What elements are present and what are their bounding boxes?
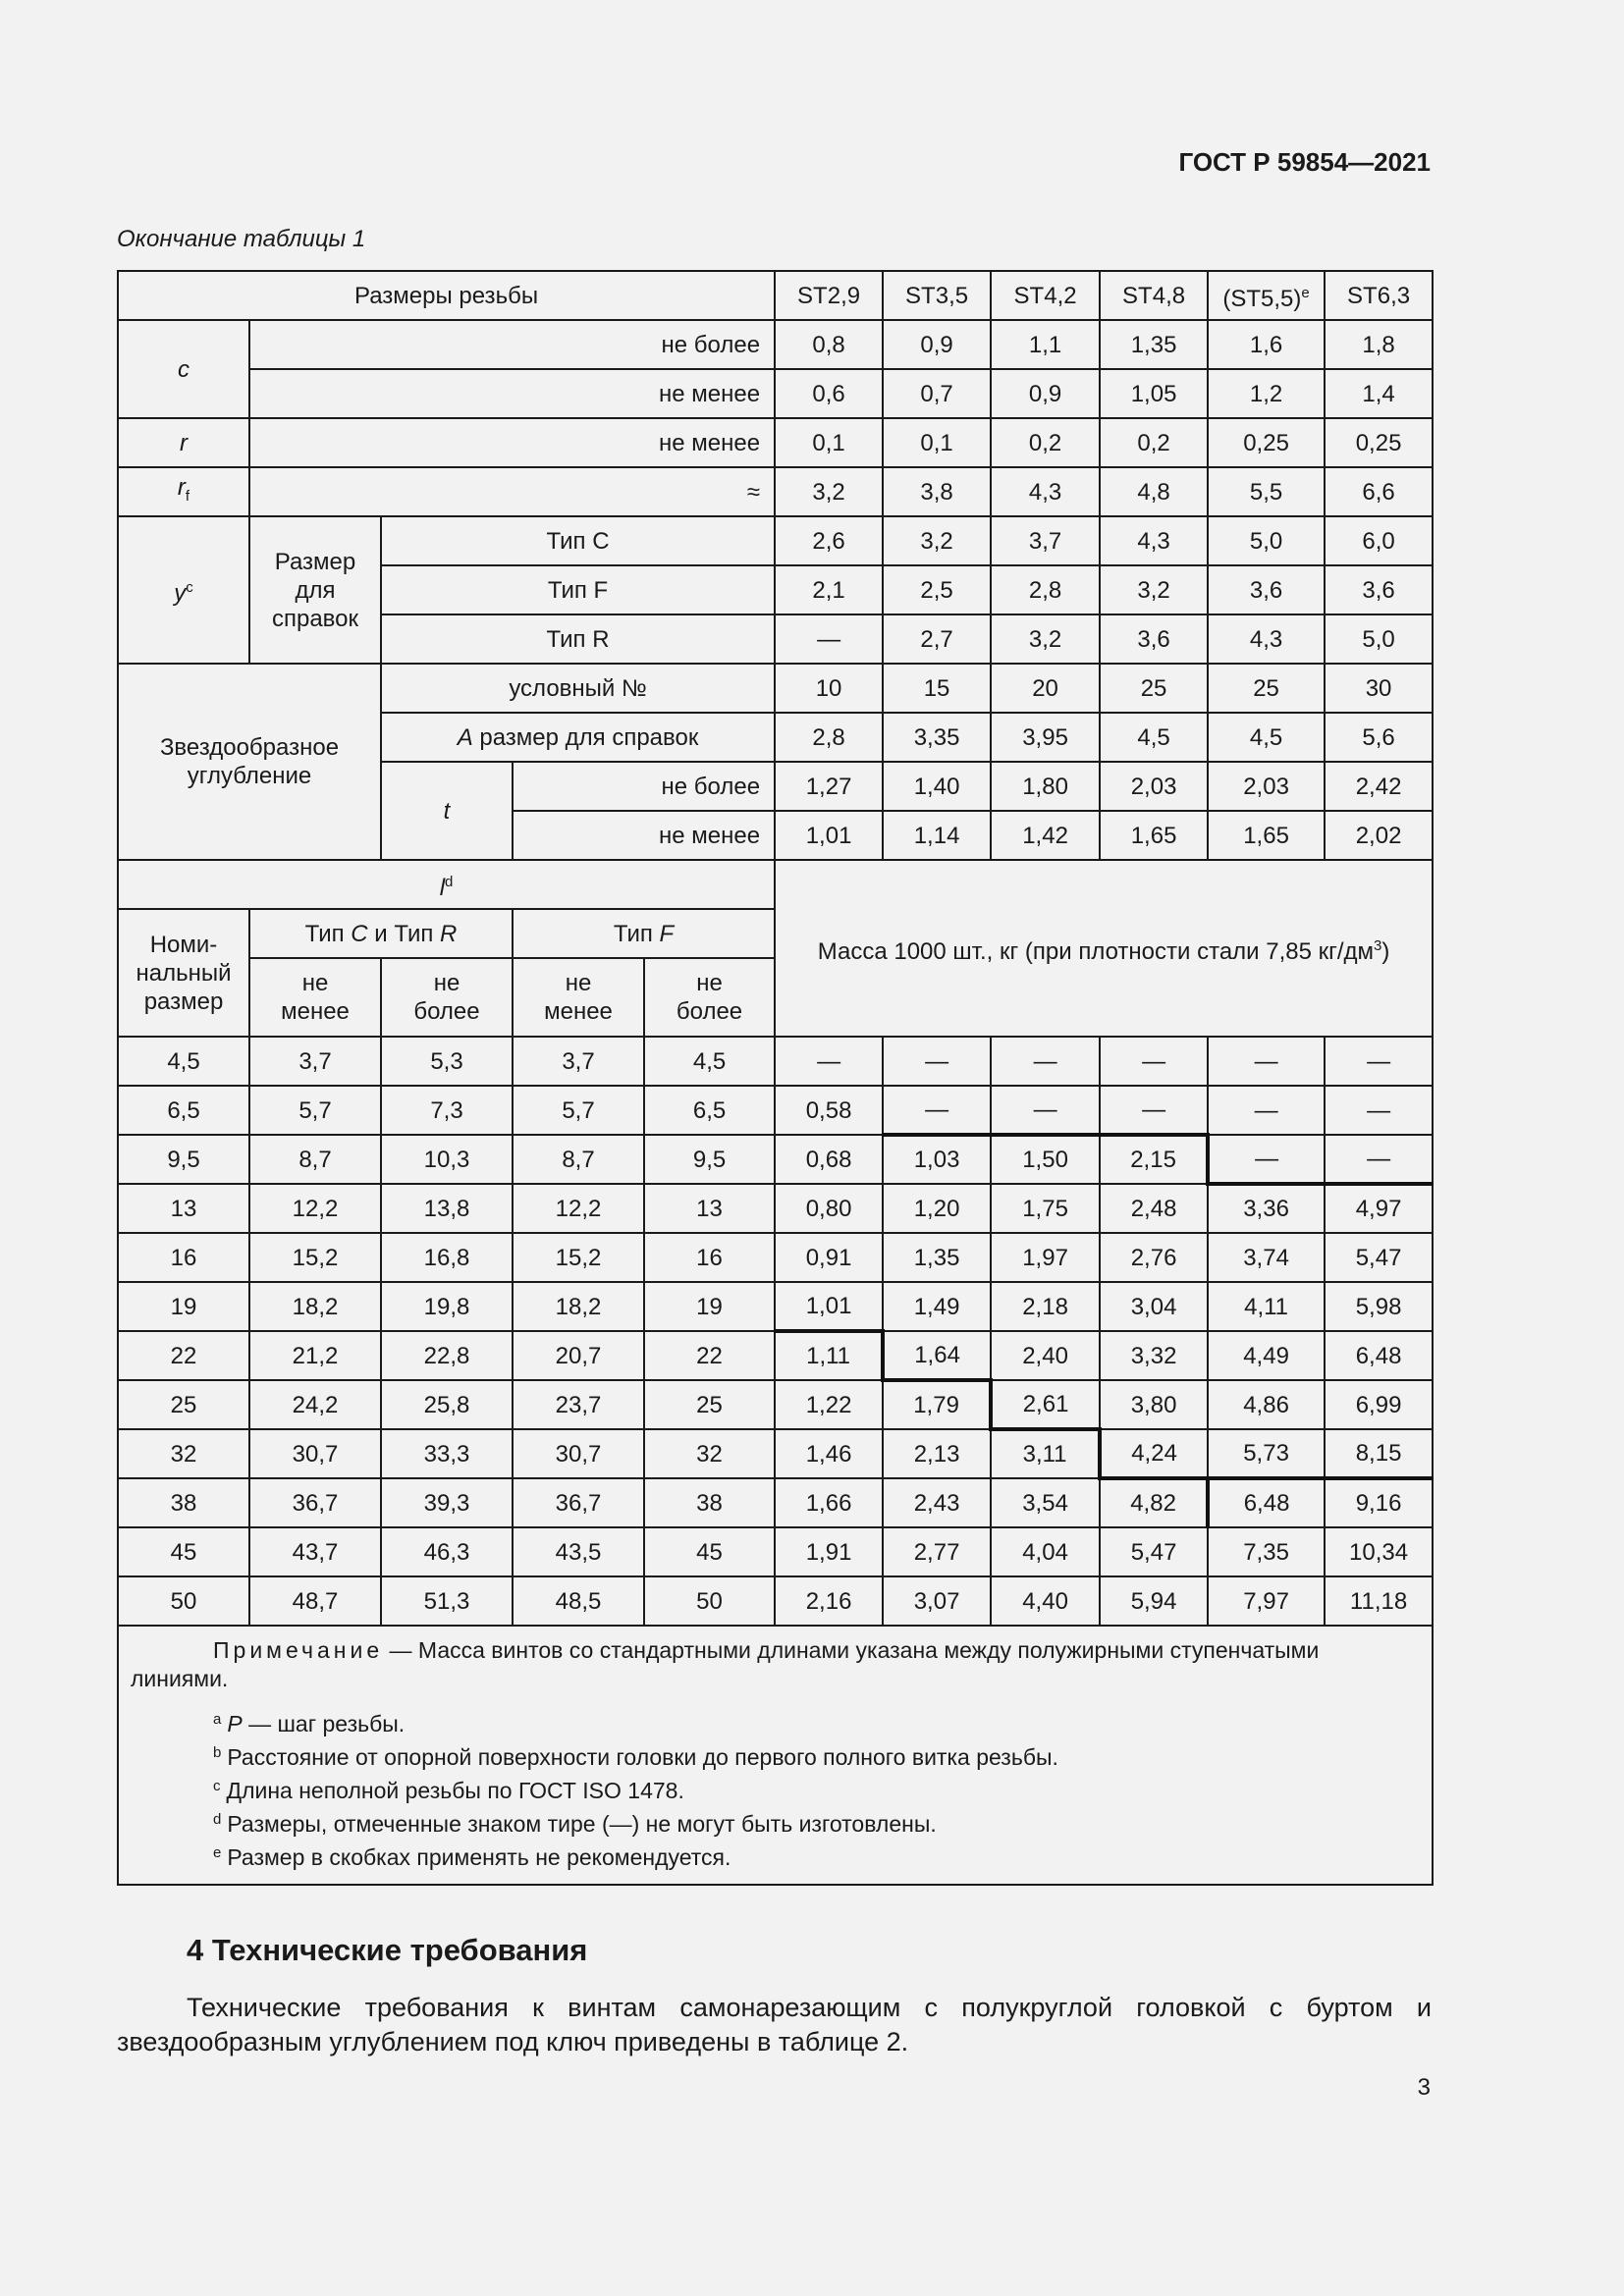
mass-cell: 1,20: [883, 1184, 991, 1233]
length-cell: 13,8: [381, 1184, 513, 1233]
length-symbol: $l^d$: [118, 860, 775, 909]
length-cell: 48,5: [513, 1576, 644, 1626]
value-cell: 0,7: [883, 369, 991, 418]
y-type-label: Тип R: [381, 614, 775, 664]
value-cell: 1,35: [1100, 320, 1208, 369]
mass-cell: 2,13: [883, 1429, 991, 1478]
mass-cell: 7,97: [1208, 1576, 1325, 1626]
value-cell: 4,3: [1208, 614, 1325, 664]
value-cell: 3,6: [1208, 565, 1325, 614]
nominal-size-cell: 19: [118, 1282, 249, 1331]
value-cell: 6,6: [1325, 467, 1433, 516]
document-code: ГОСТ Р 59854—2021: [1178, 147, 1431, 177]
r-symbol: r: [118, 418, 249, 467]
page-number: 3: [1417, 2074, 1431, 2101]
mass-cell: 4,49: [1208, 1331, 1325, 1380]
value-cell: 0,1: [883, 418, 991, 467]
value-cell: 0,2: [1100, 418, 1208, 467]
length-cell: 45: [644, 1527, 775, 1576]
length-cell: 5,3: [381, 1037, 513, 1086]
mass-cell: 0,80: [775, 1184, 883, 1233]
mass-cell: 2,61: [991, 1380, 1100, 1429]
value-cell: 3,95: [991, 713, 1100, 762]
length-cell: 21,2: [249, 1331, 381, 1380]
recess-number-label: условный №: [381, 664, 775, 713]
note-label: Примечание: [213, 1637, 384, 1663]
t-symbol: t: [381, 762, 513, 860]
value-cell: 1,65: [1208, 811, 1325, 860]
length-cell: 22: [644, 1331, 775, 1380]
length-cell: 9,5: [644, 1135, 775, 1184]
value-cell: 1,40: [883, 762, 991, 811]
length-cell: 46,3: [381, 1527, 513, 1576]
value-cell: 5,0: [1208, 516, 1325, 565]
table-row: [118, 1331, 1433, 1380]
value-cell: 2,7: [883, 614, 991, 664]
mass-cell: 1,01: [775, 1282, 883, 1331]
length-cell: 20,7: [513, 1331, 644, 1380]
mass-cell: 3,32: [1100, 1331, 1208, 1380]
value-cell: 0,9: [883, 320, 991, 369]
value-cell: 3,7: [991, 516, 1100, 565]
nominal-size-cell: 9,5: [118, 1135, 249, 1184]
length-cell: 15,2: [513, 1233, 644, 1282]
mass-cell: —: [1208, 1037, 1325, 1086]
length-cell: 18,2: [249, 1282, 381, 1331]
value-cell: 1,80: [991, 762, 1100, 811]
mass-cell: 1,79: [883, 1380, 991, 1429]
length-cell: 7,3: [381, 1086, 513, 1135]
value-cell: 0,25: [1208, 418, 1325, 467]
value-cell: 1,1: [991, 320, 1100, 369]
value-cell: 4,5: [1208, 713, 1325, 762]
length-cell: 8,7: [513, 1135, 644, 1184]
value-cell: 30: [1325, 664, 1433, 713]
length-cell: 51,3: [381, 1576, 513, 1626]
mass-cell: 5,73: [1208, 1429, 1325, 1478]
mass-cell: 3,07: [883, 1576, 991, 1626]
table-row: [118, 1527, 1433, 1576]
length-cell: 50: [644, 1576, 775, 1626]
mass-cell: 8,15: [1325, 1429, 1433, 1478]
value-cell: 3,35: [883, 713, 991, 762]
mass-header: Масса 1000 шт., кг (при плотности стали 7,85 $кг/дм^3$): [775, 860, 1433, 1037]
value-cell: 3,2: [991, 614, 1100, 664]
thread-size-cell: ST4,8: [1100, 271, 1208, 320]
length-cell: 15,2: [249, 1233, 381, 1282]
mass-cell: 4,86: [1208, 1380, 1325, 1429]
mass-cell: 1,64: [883, 1331, 991, 1380]
table-header-row: [118, 271, 1433, 320]
mass-cell: 4,24: [1100, 1429, 1208, 1478]
mass-cell: 0,58: [775, 1086, 883, 1135]
nominal-size-cell: 32: [118, 1429, 249, 1478]
value-cell: 3,2: [883, 516, 991, 565]
mass-cell: 4,82: [1100, 1478, 1208, 1527]
recess-number-row: [118, 664, 1433, 713]
mass-cell: 3,80: [1100, 1380, 1208, 1429]
value-cell: 1,14: [883, 811, 991, 860]
thread-size-cell: ST3,5: [883, 271, 991, 320]
y-type-c-row: [118, 516, 1433, 565]
thread-size-cell: $(ST5,5)^e$: [1208, 271, 1325, 320]
mass-cell: 2,18: [991, 1282, 1100, 1331]
value-cell: 4,5: [1100, 713, 1208, 762]
length-cell: 12,2: [249, 1184, 381, 1233]
nominal-size-cell: 16: [118, 1233, 249, 1282]
y-symbol: $y^c$: [118, 516, 249, 664]
length-cell: 38: [644, 1478, 775, 1527]
value-cell: 4,3: [1100, 516, 1208, 565]
value-cell: 6,0: [1325, 516, 1433, 565]
mass-cell: 3,04: [1100, 1282, 1208, 1331]
value-cell: —: [775, 614, 883, 664]
value-cell: 0,8: [775, 320, 883, 369]
value-cell: 2,6: [775, 516, 883, 565]
mass-cell: 4,97: [1325, 1184, 1433, 1233]
length-cell: 16,8: [381, 1233, 513, 1282]
mass-cell: —: [1208, 1135, 1325, 1184]
mass-cell: 0,91: [775, 1233, 883, 1282]
value-cell: 1,01: [775, 811, 883, 860]
mass-cell: 1,66: [775, 1478, 883, 1527]
mass-cell: 2,40: [991, 1331, 1100, 1380]
length-cell: 5,7: [249, 1086, 381, 1135]
value-cell: 2,1: [775, 565, 883, 614]
mass-cell: 5,98: [1325, 1282, 1433, 1331]
mass-cell: 2,16: [775, 1576, 883, 1626]
r-row: [118, 418, 1433, 467]
value-cell: 3,8: [883, 467, 991, 516]
t-max-label: не более: [513, 762, 775, 811]
nominal-size-cell: 50: [118, 1576, 249, 1626]
y-type-label: Тип F: [381, 565, 775, 614]
mass-cell: 1,46: [775, 1429, 883, 1478]
value-cell: 2,8: [991, 565, 1100, 614]
length-cell: 18,2: [513, 1282, 644, 1331]
mass-cell: —: [1208, 1086, 1325, 1135]
mass-cell: 10,34: [1325, 1527, 1433, 1576]
reference-size-label: Размер для справок: [249, 516, 381, 664]
mass-cell: 2,76: [1100, 1233, 1208, 1282]
mass-cell: 1,49: [883, 1282, 991, 1331]
length-header-row: [118, 860, 1433, 909]
length-cell: 36,7: [249, 1478, 381, 1527]
mass-cell: 9,16: [1325, 1478, 1433, 1527]
nominal-size-cell: 4,5: [118, 1037, 249, 1086]
mass-cell: 2,43: [883, 1478, 991, 1527]
note-text: — Масса винтов со стандартными длинами указана между полужирными ступенчатыми линиями.: [131, 1637, 1320, 1691]
length-cell: 23,7: [513, 1380, 644, 1429]
value-cell: 0,9: [991, 369, 1100, 418]
length-cell: 48,7: [249, 1576, 381, 1626]
max-label: не более: [381, 958, 513, 1037]
thread-size-label: Размеры резьбы: [118, 271, 775, 320]
table-row: [118, 1135, 1433, 1184]
length-cell: 30,7: [249, 1429, 381, 1478]
length-cell: 8,7: [249, 1135, 381, 1184]
nominal-size-cell: 22: [118, 1331, 249, 1380]
mass-cell: 3,74: [1208, 1233, 1325, 1282]
mass-cell: —: [1325, 1135, 1433, 1184]
dimensions-table: [117, 270, 1434, 1886]
footnote: $^b$ Расстояние от опорной поверхности головки до первого полного витка резьбы.: [213, 1744, 1058, 1770]
mass-cell: 2,77: [883, 1527, 991, 1576]
table-row: [118, 1478, 1433, 1527]
mass-cell: 1,97: [991, 1233, 1100, 1282]
mass-cell: 1,91: [775, 1527, 883, 1576]
mass-cell: 3,11: [991, 1429, 1100, 1478]
thread-size-cell: ST6,3: [1325, 271, 1433, 320]
nominal-size-cell: 13: [118, 1184, 249, 1233]
t-min-label: не менее: [513, 811, 775, 860]
value-cell: 1,8: [1325, 320, 1433, 369]
length-cell: 24,2: [249, 1380, 381, 1429]
length-cell: 6,5: [644, 1086, 775, 1135]
value-cell: 0,1: [775, 418, 883, 467]
value-cell: 2,8: [775, 713, 883, 762]
mass-cell: 4,11: [1208, 1282, 1325, 1331]
mass-cell: 5,47: [1325, 1233, 1433, 1282]
value-cell: 1,4: [1325, 369, 1433, 418]
star-recess-label: Звездообразное углубление: [118, 664, 381, 860]
value-cell: 2,5: [883, 565, 991, 614]
length-cell: 39,3: [381, 1478, 513, 1527]
thread-size-cell: ST4,2: [991, 271, 1100, 320]
value-cell: 20: [991, 664, 1100, 713]
footnote: $^d$ Размеры, отмеченные знаком тире (—) не могут быть изготовлены.: [213, 1811, 937, 1837]
value-cell: 3,6: [1100, 614, 1208, 664]
mass-cell: —: [883, 1086, 991, 1135]
mass-cell: 1,11: [775, 1331, 883, 1380]
mass-cell: —: [1325, 1037, 1433, 1086]
length-cell: 33,3: [381, 1429, 513, 1478]
mass-cell: —: [1325, 1086, 1433, 1135]
type-f-label: Тип F: [513, 909, 775, 958]
length-cell: 22,8: [381, 1331, 513, 1380]
mass-cell: —: [883, 1037, 991, 1086]
length-cell: 19,8: [381, 1282, 513, 1331]
length-cell: 13: [644, 1184, 775, 1233]
c-symbol: c: [118, 320, 249, 418]
value-cell: 1,05: [1100, 369, 1208, 418]
table-row: [118, 1037, 1433, 1086]
length-cell: 43,5: [513, 1527, 644, 1576]
value-cell: 5,0: [1325, 614, 1433, 664]
value-cell: 2,03: [1208, 762, 1325, 811]
nominal-size-cell: 25: [118, 1380, 249, 1429]
mass-cell: 1,75: [991, 1184, 1100, 1233]
c-min-row: [118, 369, 1433, 418]
length-cell: 25: [644, 1380, 775, 1429]
value-cell: 1,65: [1100, 811, 1208, 860]
mass-cell: 2,15: [1100, 1135, 1208, 1184]
value-cell: 1,2: [1208, 369, 1325, 418]
value-cell: 1,42: [991, 811, 1100, 860]
min-label: не менее: [249, 958, 381, 1037]
value-cell: 10: [775, 664, 883, 713]
mass-cell: —: [1100, 1037, 1208, 1086]
length-cell: 30,7: [513, 1429, 644, 1478]
mass-cell: —: [991, 1086, 1100, 1135]
nominal-size-cell: 45: [118, 1527, 249, 1576]
mass-cell: 5,47: [1100, 1527, 1208, 1576]
length-cell: 25,8: [381, 1380, 513, 1429]
rf-label: ≈: [249, 467, 775, 516]
note-paragraph: [131, 1636, 1420, 1693]
thread-size-cell: ST2,9: [775, 271, 883, 320]
c-max-label: не более: [249, 320, 775, 369]
nominal-size-label: Номи- нальный размер: [118, 909, 249, 1037]
table-caption: Окончание таблицы 1: [117, 226, 366, 252]
table-notes: [118, 1626, 1433, 1885]
value-cell: 3,2: [775, 467, 883, 516]
value-cell: 0,2: [991, 418, 1100, 467]
section-heading: 4 Технические требования: [187, 1933, 588, 1967]
mass-cell: 6,48: [1208, 1478, 1325, 1527]
mass-cell: —: [1100, 1086, 1208, 1135]
section-paragraph: Технические требования к винтам самонарезающим с полукруглой головкой с буртом и звездообразным углублением под ключ приведены в таблице 2.: [117, 1993, 1432, 2056]
value-cell: 2,02: [1325, 811, 1433, 860]
length-cell: 5,7: [513, 1086, 644, 1135]
length-cell: 19: [644, 1282, 775, 1331]
footnote: $^c$ Длина неполной резьбы по ГОСТ ISO 1478.: [213, 1778, 684, 1803]
footnote: $^e$ Размер в скобках применять не рекомендуется.: [213, 1844, 731, 1870]
value-cell: 2,42: [1325, 762, 1433, 811]
value-cell: 5,5: [1208, 467, 1325, 516]
nominal-size-cell: 6,5: [118, 1086, 249, 1135]
value-cell: 5,6: [1325, 713, 1433, 762]
mass-cell: 4,04: [991, 1527, 1100, 1576]
mass-cell: 3,36: [1208, 1184, 1325, 1233]
mass-cell: 0,68: [775, 1135, 883, 1184]
value-cell: 2,03: [1100, 762, 1208, 811]
table-row: [118, 1086, 1433, 1135]
value-cell: 25: [1100, 664, 1208, 713]
rf-row: [118, 467, 1433, 516]
recess-a-label: A размер для справок: [381, 713, 775, 762]
mass-cell: —: [991, 1037, 1100, 1086]
length-cell: 10,3: [381, 1135, 513, 1184]
value-cell: 3,6: [1325, 565, 1433, 614]
max-label: не более: [644, 958, 775, 1037]
length-cell: 3,7: [249, 1037, 381, 1086]
value-cell: 3,2: [1100, 565, 1208, 614]
mass-cell: 1,03: [883, 1135, 991, 1184]
table-row: [118, 1282, 1433, 1331]
nominal-size-cell: 38: [118, 1478, 249, 1527]
mass-cell: 11,18: [1325, 1576, 1433, 1626]
notes-row: [118, 1626, 1433, 1885]
mass-cell: 1,50: [991, 1135, 1100, 1184]
c-max-row: [118, 320, 1433, 369]
table-row: [118, 1576, 1433, 1626]
mass-cell: 2,48: [1100, 1184, 1208, 1233]
mass-cell: 6,99: [1325, 1380, 1433, 1429]
length-cell: 4,5: [644, 1037, 775, 1086]
mass-cell: —: [775, 1037, 883, 1086]
type-cr-label: Тип C и Тип R: [249, 909, 513, 958]
table-row: [118, 1184, 1433, 1233]
rf-symbol: $r_f$: [118, 467, 249, 516]
length-rows: [118, 1037, 1433, 1626]
mass-cell: 1,22: [775, 1380, 883, 1429]
r-label: не менее: [249, 418, 775, 467]
footnote: $^a$ P — шаг резьбы.: [213, 1711, 406, 1736]
length-cell: 36,7: [513, 1478, 644, 1527]
table-row: [118, 1380, 1433, 1429]
value-cell: 0,25: [1325, 418, 1433, 467]
mass-cell: 6,48: [1325, 1331, 1433, 1380]
mass-cell: 5,94: [1100, 1576, 1208, 1626]
length-cell: 16: [644, 1233, 775, 1282]
mass-cell: 4,40: [991, 1576, 1100, 1626]
length-cell: 12,2: [513, 1184, 644, 1233]
c-min-label: не менее: [249, 369, 775, 418]
value-cell: 15: [883, 664, 991, 713]
value-cell: 4,8: [1100, 467, 1208, 516]
mass-cell: 1,35: [883, 1233, 991, 1282]
length-cell: 3,7: [513, 1037, 644, 1086]
value-cell: 1,27: [775, 762, 883, 811]
length-cell: 43,7: [249, 1527, 381, 1576]
value-cell: 25: [1208, 664, 1325, 713]
table-row: [118, 1233, 1433, 1282]
value-cell: 4,3: [991, 467, 1100, 516]
min-label: не менее: [513, 958, 644, 1037]
value-cell: 0,6: [775, 369, 883, 418]
value-cell: 1,6: [1208, 320, 1325, 369]
y-type-label: Тип C: [381, 516, 775, 565]
table-row: [118, 1429, 1433, 1478]
mass-cell: 7,35: [1208, 1527, 1325, 1576]
mass-cell: 3,54: [991, 1478, 1100, 1527]
length-cell: 32: [644, 1429, 775, 1478]
